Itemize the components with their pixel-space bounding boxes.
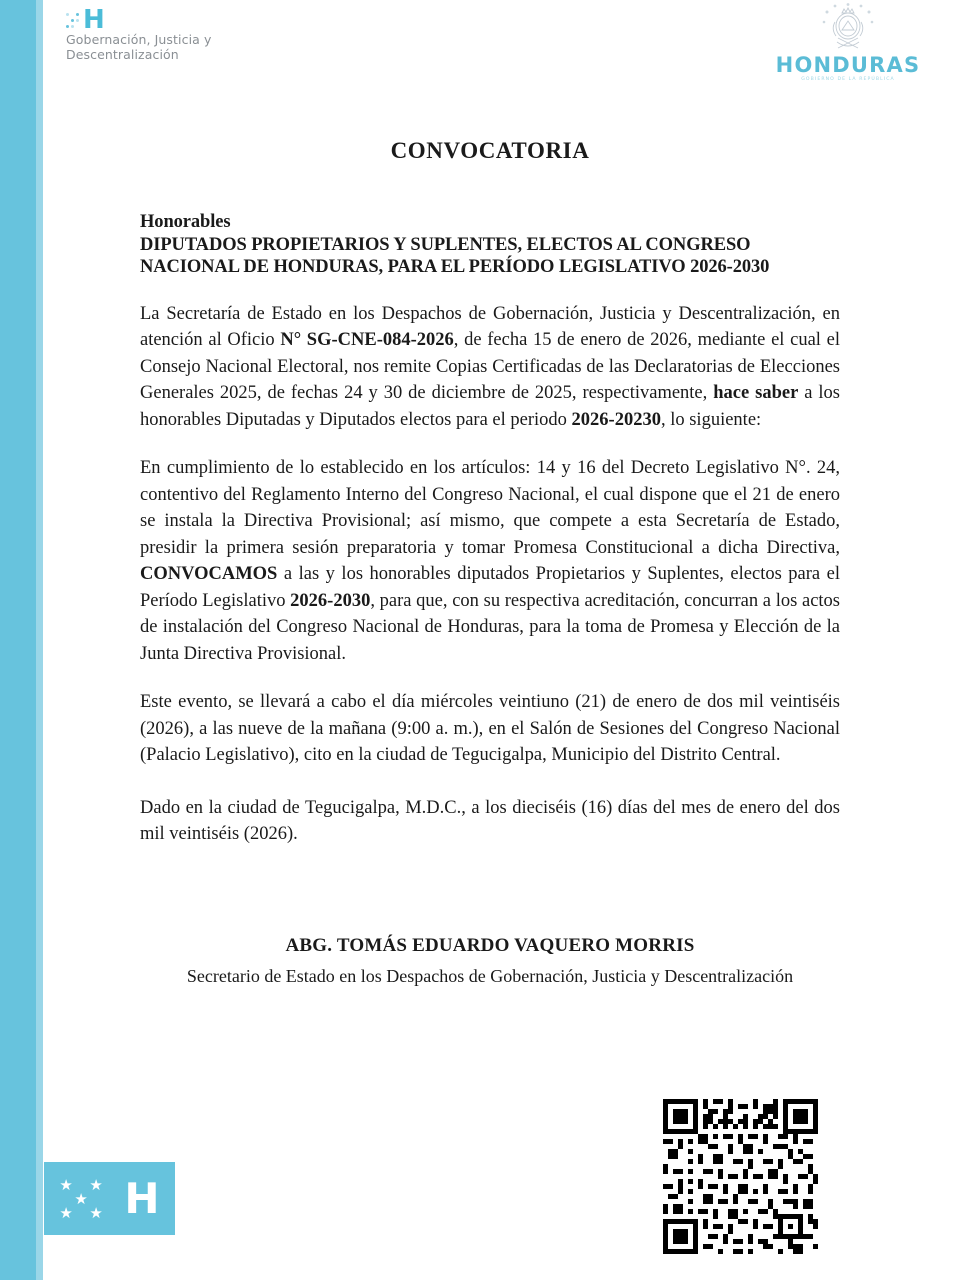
honduras-flag-logo: [44, 1162, 175, 1235]
paragraph-1-text-c: a los honorables Diputadas y Diputados electos para el periodo: [140, 383, 841, 430]
document-title: CONVOCATORIA: [390, 138, 590, 163]
paragraph-1-text-d: , lo siguiente:: [660, 409, 762, 430]
addressee-salutation: Honorables: [140, 212, 231, 232]
honduras-wordmark: HONDURAS: [775, 53, 921, 77]
document-body: [140, 0, 840, 848]
left-accent-strip: [0, 0, 43, 1280]
ministry-logo-name: Gobernación, Justicia y Descentralización: [66, 32, 212, 62]
paragraph-1-period: 2026-20230: [571, 409, 661, 430]
paragraph-2-text-b: a las y los honorables diputados Propietarios y Suplentes, electos para el Período Legislativo: [140, 564, 840, 611]
paragraph-2: [140, 455, 840, 667]
signer-name: ABG. TOMÁS EDUARDO VAQUERO MORRIS: [285, 935, 695, 956]
qr-code: [658, 1094, 823, 1259]
paragraph-1-text-a: La Secretaría de Estado en los Despachos de Gobernación, Justicia y Descentralización, en atención al Oficio: [140, 303, 840, 350]
footer-logo-letter: H: [124, 1173, 160, 1223]
addressee-line-1: DIPUTADOS PROPIETARIOS Y SUPLENTES, ELECTOS AL CONGRESO: [140, 234, 751, 255]
paragraph-2-convocamos: CONVOCAMOS: [140, 564, 278, 584]
paragraph-2-text-a: En cumplimiento de lo establecido en los artículos: 14 y 16 del Decreto Legislativo N°. 24, contentivo del Reglamento Interno del Congreso Nacional, el cual dispone que el 21 de enero se instala la Directiva Provisional; así mismo, que compete a esta Secretaría de Estado, presidir la primera sesión preparatoria y tomar Promesa Constitucional a dicha Directiva,: [140, 458, 840, 558]
ministry-logo-letter: H: [83, 5, 105, 35]
addressee-block: [140, 211, 840, 279]
paragraph-4: Dado en la ciudad de Tegucigalpa, M.D.C., a los dieciséis (16) días del mes de enero del dos mil veintiséis (2026).: [140, 797, 840, 844]
signer-title: Secretario de Estado en los Despachos de Gobernación, Justicia y Descentralización: [186, 966, 794, 986]
left-accent-strip-inner: [36, 0, 43, 1280]
paragraph-2-text-c: , para que, con su respectiva acreditación, concurran a los actos de instalación del Congreso Nacional de Honduras, para la toma de Promesa y Elección de la Junta Directiva Provisional.: [140, 590, 840, 664]
paragraph-1-hace-saber: hace saber: [713, 383, 799, 403]
honduras-wordmark-subtitle: GOBIERNO DE LA REPÚBLICA: [801, 77, 895, 82]
addressee-line-2: NACIONAL DE HONDURAS, PARA EL PERÍODO LEGISLATIVO 2026-2030: [140, 257, 770, 277]
five-stars-icon: ★ ★ ★ ★ ★: [59, 1175, 103, 1222]
paragraph-2-period: 2026-2030: [290, 590, 371, 611]
paragraph-3: Este evento, se llevará a cabo el día miércoles veintiuno (21) de enero de dos mil veintiséis (2026), a las nueve de la mañana (9:00 a. m.), en el Salón de Sesiones del Congreso Nacional (Palacio Legislativo), cito en la ciudad de Tegucigalpa, Municipio del Distrito Central.: [140, 692, 840, 765]
dot-grid-icon: [66, 13, 80, 30]
paragraph-1: [140, 301, 840, 434]
paragraph-1-oficio-number: N° SG-CNE-084-2026: [280, 330, 454, 350]
paragraph-1-text-b: , de fecha 15 de enero de 2026, mediante el cual el Consejo Nacional Electoral, nos remite Copias Certificadas de las Declaratorias de Elecciones Generales 2025, de fechas 24 y 30 de diciembre de 2025, respectivamente,: [140, 330, 840, 403]
signature-block: [140, 935, 840, 987]
